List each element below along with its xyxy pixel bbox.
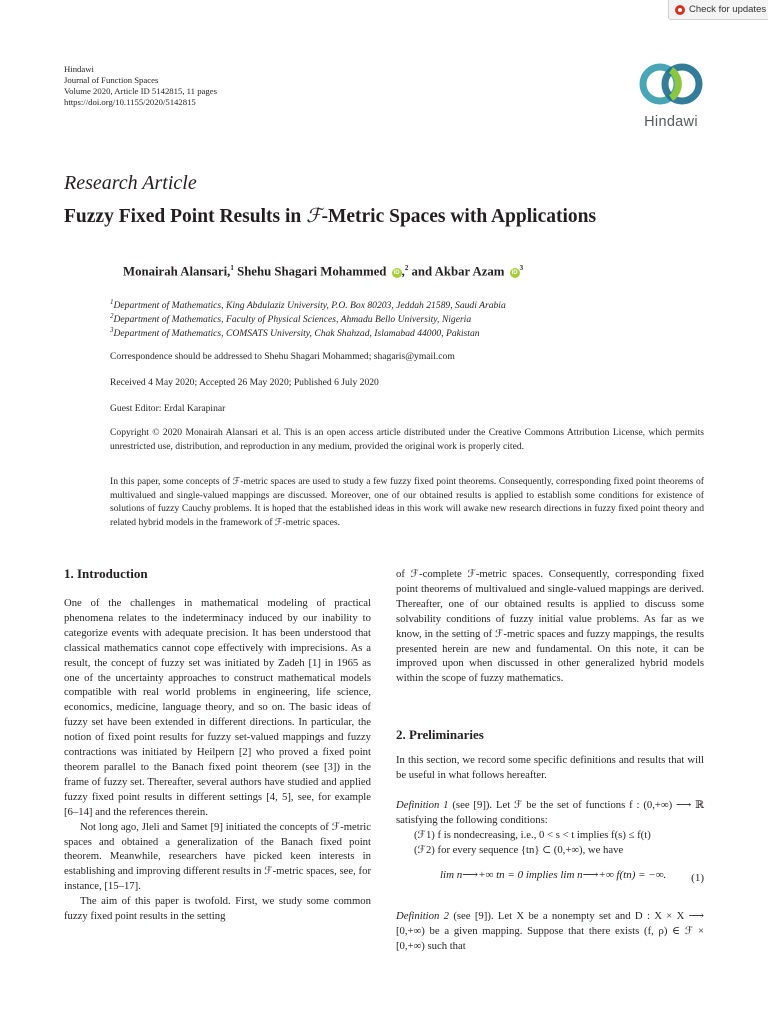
equation-body: lim n⟶+∞ tn = 0 implies lim n⟶+∞ f(tn) = −∞. [440,869,667,881]
journal-name: Journal of Function Spaces [64,75,159,85]
article-title [64,204,596,228]
condition: (ℱ1) f is nondecreasing, i.e., 0 < s < t implies f(s) ≤ f(t) [414,828,651,841]
orcid-icon[interactable]: iD [393,270,400,277]
intro-paragraph: One of the challenges in mathematical modeling of practical phenomena relates to the indeterminacy induced by our inability to categorize events with adequate precision. It has been understood that classical mathematics cannot cope effectively with imprecisions. As a result, the concept of fuzzy set was initiated by Zadeh [1] in 1965 as one of the uncertainty approaches to construct mathematical models compatible with real world problems in engineering, life science, economics, medicine, language theory, and so on. The basic ideas of fuzzy set have been extended in different directions. In particular, the notion of fixed point results for fuzzy set-valued mappings and fuzzy contractions was initiated by Heilpern [2] who proved a fixed point theorem parallel to the Banach fixed point theorem (see [3]) in the frame of fuzzy set. Thereafter, several authors have studied and applied fuzzy fixed point results in different settings [4, 5], see, for example [6–14] and the references therein. [64,597,371,818]
author-1-affil: 1 [230,264,234,272]
article-type: Research Article [64,172,197,194]
check-for-updates-badge[interactable] [668,0,768,20]
doi-link[interactable]: https://doi.org/10.1155/2020/5142815 [64,97,196,107]
condition: (ℱ2) for every sequence {tn} ⊂ (0,+∞), we have [414,843,624,856]
preliminaries-intro: In this section, we record some specific definitions and results that will be useful in what follows hereafter. [396,754,704,781]
affiliation: $^1$Department of Mathematics, King Abdulaziz University, P.O. Box 80203, Jeddah 21589, Saudi Arabia [110,298,506,312]
affiliation: $^3$Department of Mathematics, COMSATS University, Chak Shahzad, Islamabad 44000, Pakistan [110,326,480,340]
guest-editor: Guest Editor: Erdal Karapinar [110,403,226,414]
equation-1 [440,868,704,884]
volume-info: Volume 2020, Article ID 5142815, 11 pages [64,86,217,96]
author-2: Shehu Shagari Mohammed [237,264,387,279]
orcid-icon[interactable]: iD [511,270,518,277]
definition-label: Definition 2 [396,910,450,922]
title-part: -Metric Spaces with Applications [321,206,597,227]
author-list: Monairah Alansari,$^1$ Shehu Shagari Mohammed iD ,$^2$ and Akbar Azam $iD^3$ [123,264,524,279]
hindawi-logo-text: Hindawi [644,114,698,130]
section-heading-preliminaries: 2. Preliminaries [396,727,484,742]
copyright: Copyright © 2020 Monairah Alansari et al. This is an open access article distributed under the Creative Commons Attribution License, which permits unrestricted use, distribution, and reproduction in any medium, provided the original work is properly cited. [110,427,704,452]
title-script-f: ℱ [306,206,322,227]
author-3: and Akbar Azam [411,264,505,279]
dates: Received 4 May 2020; Accepted 26 May 2020; Published 6 July 2020 [110,377,379,388]
definition-1: Definition 1 (see [9]). Let ℱ be the set of functions f : (0,+∞) ⟶ ℝ satisfying the following conditions: (ℱ1) f is nondecreasing, i.e., 0 < s < t implies f(s) ≤ f(t) (ℱ2) for every sequence {tn} ⊂ (0,+∞), we have [396,799,705,856]
hindawi-logo-icon [636,60,706,112]
left-column [64,596,371,924]
section-heading-introduction: 1. Introduction [64,566,148,581]
right-column [396,567,704,686]
check-for-updates-icon [675,5,685,15]
title-part: Fuzzy Fixed Point Results in [64,206,307,227]
intro-paragraph-continued: of ℱ-complete ℱ-metric spaces. Consequently, corresponding fixed point theorems of multivalued and single-valued mappings are derived. Thereafter, one of our obtained results is applied to discuss some solvability conditions of fuzzy initial value problems. As far as we know, in the setting of ℱ-metric spaces and fuzzy mappings, the results presented herein are new and fundamental. On this note, it can be improved upon when discussed in other generalized hybrid models within the scope of fuzzy mathematics. [396,568,704,685]
abstract: In this paper, some concepts of ℱ-metric spaces are used to study a few fuzzy fixed point theorems. Consequently, corresponding fixed point theorems of multivalued and single-valued mappings are discussed. Moreover, one of our obtained results is applied to establish some conditions for existence of solutions of fuzzy Cauchy problems. It is hoped that the established ideas in this work will awake new research directions in fuzzy fixed point theory and related hybrid models in the framework of ℱ-metric spaces. [110,476,704,528]
equation-number: (1) [691,872,704,884]
correspondence: Correspondence should be addressed to Shehu Shagari Mohammed; shagaris@ymail.com [110,351,455,362]
author-2-affil: 2 [404,264,409,272]
intro-paragraph: Not long ago, Jleli and Samet [9] initiated the concepts of ℱ-metric spaces and obtained a generalization of the Banach fixed point theorem. Meanwhile, researchers have picked keen interests in establishing and improving different results in ℱ-metric spaces, see, for instance, [15–17]. [64,820,371,893]
intro-paragraph: The aim of this paper is twofold. First, we study some common fuzzy fixed point results in the setting [64,895,371,923]
affiliation: $^2$Department of Mathematics, Faculty of Physical Sciences, Ahmadu Bello University, Nigeria [110,312,472,326]
author-1: Monairah Alansari, [123,264,231,279]
check-for-updates-label: Check for updates [689,4,767,15]
definition-label: Definition 1 [396,799,449,811]
definition-2: Definition 2 (see [9]). Let X be a nonempty set and D : X × X ⟶ [0,+∞) be a given mapping. Suppose that there exists (f, ρ) ∈ ℱ × [0,+∞) such that [396,910,705,952]
author-3-affil: 3 [519,264,524,272]
publisher: Hindawi [64,64,94,74]
